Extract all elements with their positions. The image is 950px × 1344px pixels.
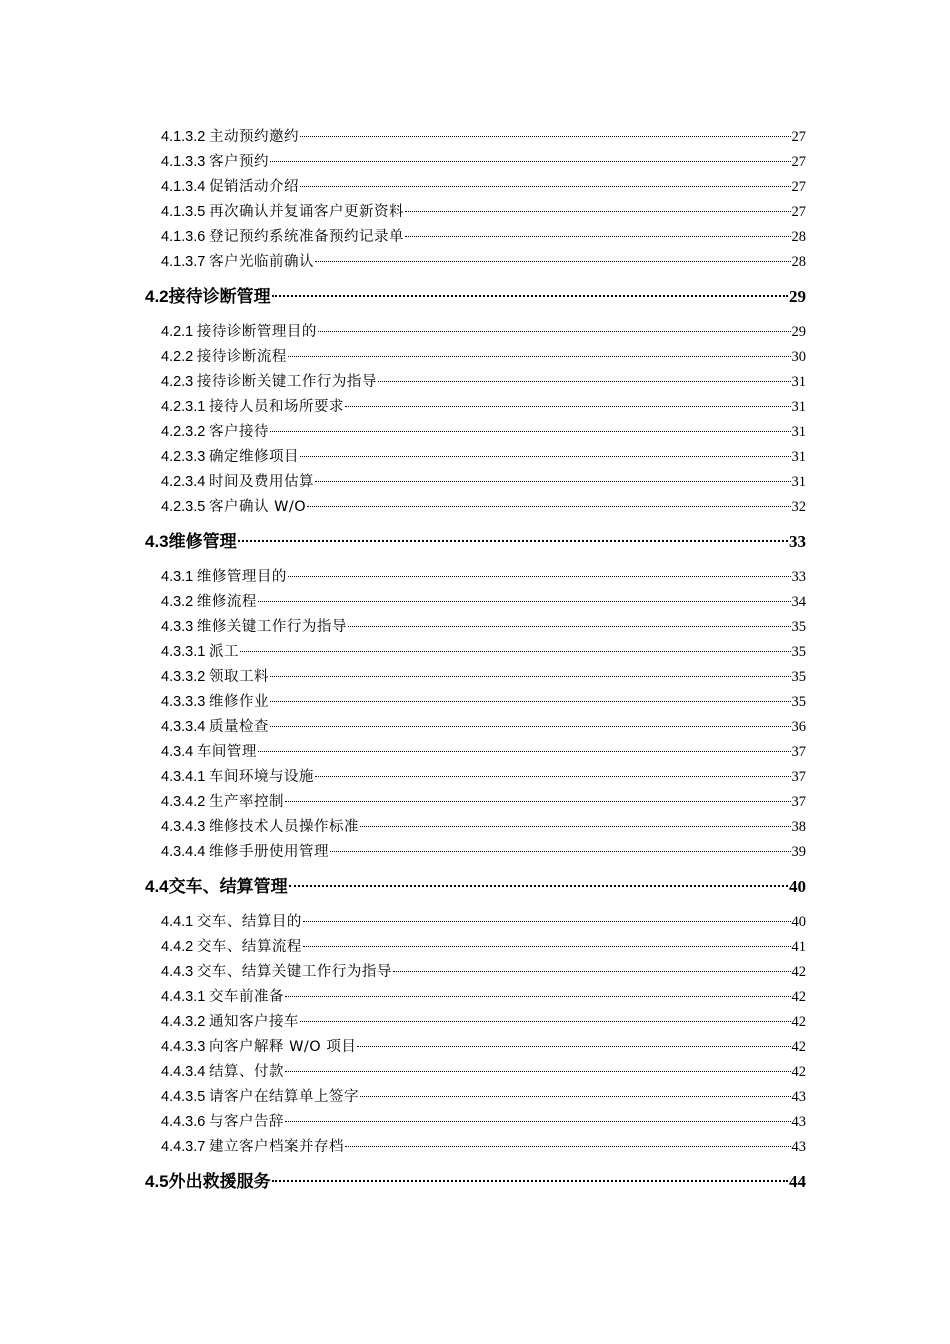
toc-entry-page-number: 31 <box>791 424 806 440</box>
toc-entry-label <box>161 126 299 148</box>
toc-entry-label <box>161 151 269 173</box>
toc-entry-label <box>161 791 284 813</box>
toc-entry-number: 4.5 <box>145 1172 169 1191</box>
toc-entry-number: 4.3.4 <box>161 744 194 760</box>
toc-entry-title: 维修管理目的 <box>196 569 287 585</box>
toc-entry-title: 质量检查 <box>208 719 269 735</box>
toc-entry[interactable] <box>161 151 806 173</box>
toc-entry-page-number: 30 <box>791 349 806 365</box>
dot-leader <box>315 481 791 482</box>
toc-entry-number: 4.3.4.1 <box>161 769 206 785</box>
toc-entry[interactable] <box>161 346 806 368</box>
toc-entry[interactable] <box>161 591 806 613</box>
toc-entry-title: 再次确认并复诵客户更新资料 <box>208 204 404 220</box>
toc-entry[interactable] <box>161 496 806 518</box>
toc-entry-page-number: 37 <box>791 769 806 785</box>
toc-entry-page-number: 33 <box>789 532 806 551</box>
dot-leader <box>285 1071 791 1072</box>
toc-entry-label <box>161 766 314 788</box>
toc-entry-label <box>161 371 377 393</box>
toc-entry-title: 接待诊断管理 <box>168 287 271 307</box>
toc-entry-title: 派工 <box>208 644 239 660</box>
toc-entry-number: 4.1.3.5 <box>161 204 206 220</box>
toc-entry-title: 客户光临前确认 <box>208 254 314 270</box>
toc-entry-label <box>161 1011 299 1033</box>
toc-entry-number: 4.2 <box>145 287 169 306</box>
toc-entry[interactable] <box>161 616 806 638</box>
toc-entry-label <box>145 874 288 900</box>
toc-entry-page-number: 32 <box>791 499 806 515</box>
dot-leader <box>303 946 791 947</box>
toc-entry-label <box>161 961 392 983</box>
dot-leader <box>240 651 791 652</box>
toc-entry-label <box>161 346 287 368</box>
toc-entry-label <box>145 529 237 555</box>
toc-entry[interactable] <box>161 1086 806 1108</box>
toc-entry-number: 4.1.3.2 <box>161 129 206 145</box>
toc-entry-page-number: 42 <box>791 989 806 1005</box>
toc-entry-page-number: 40 <box>789 877 806 896</box>
toc-entry-label <box>161 496 306 518</box>
toc-entry-page-number: 42 <box>791 964 806 980</box>
toc-entry-title: 促销活动介绍 <box>208 179 299 195</box>
toc-entry-number: 4.3.4.3 <box>161 819 206 835</box>
toc-entry-title: 客户确认 W/O <box>208 499 307 515</box>
dot-leader <box>288 576 791 577</box>
dot-leader <box>300 136 791 137</box>
dot-leader <box>315 261 791 262</box>
toc-entry-label <box>161 566 287 588</box>
toc-entry[interactable] <box>161 1136 806 1158</box>
toc-entry[interactable] <box>161 841 806 863</box>
dot-leader <box>307 506 790 507</box>
toc-entry-number: 4.4.2 <box>161 939 194 955</box>
toc-entry-page-number: 36 <box>791 719 806 735</box>
toc-entry[interactable] <box>161 1036 806 1058</box>
toc-entry-title: 领取工料 <box>208 669 269 685</box>
toc-entry-label <box>161 1111 284 1133</box>
dot-leader <box>330 851 791 852</box>
dot-leader <box>300 456 791 457</box>
toc-entry-label <box>161 911 302 933</box>
toc-entry-number: 4.3.3.2 <box>161 669 206 685</box>
toc-entry[interactable] <box>161 471 806 493</box>
toc-entry-label <box>145 284 271 310</box>
toc-entry-page-number: 44 <box>789 1172 806 1191</box>
toc-entry-page-number: 35 <box>791 619 806 635</box>
toc-entry-label <box>161 666 269 688</box>
toc-entry-page-number: 27 <box>791 204 806 220</box>
toc-entry-title: 维修技术人员操作标准 <box>208 819 359 835</box>
toc-entry-page-number: 43 <box>791 1114 806 1130</box>
toc-entry-title: 登记预约系统准备预约记录单 <box>208 229 404 245</box>
toc-entry-title: 车间环境与设施 <box>208 769 314 785</box>
dot-leader <box>272 295 788 297</box>
toc-entry-page-number: 31 <box>791 374 806 390</box>
toc-entry-number: 4.3.4.2 <box>161 794 206 810</box>
toc-entry-number: 4.3.1 <box>161 569 194 585</box>
toc-entry-label <box>161 321 317 343</box>
toc-entry[interactable] <box>161 126 806 148</box>
toc-entry-page-number: 42 <box>791 1039 806 1055</box>
toc-entry-number: 4.2.2 <box>161 349 194 365</box>
toc-entry-page-number: 29 <box>789 287 806 306</box>
toc-entry-label <box>161 1061 284 1083</box>
dot-leader <box>360 1096 791 1097</box>
toc-entry-label <box>161 421 269 443</box>
toc-entry-label <box>161 471 314 493</box>
toc-entry-label <box>161 616 347 638</box>
toc-entry-label <box>161 841 329 863</box>
toc-entry-label <box>161 226 404 248</box>
toc-entry[interactable] <box>161 641 806 663</box>
toc-entry-title: 与客户告辞 <box>208 1114 284 1130</box>
toc-entry-label <box>161 176 299 198</box>
toc-entry-number: 4.3.4.4 <box>161 844 206 860</box>
toc-entry-label <box>161 936 302 958</box>
toc-entry[interactable] <box>161 1011 806 1033</box>
toc-entry-number: 4.2.3.5 <box>161 499 206 515</box>
toc-entry[interactable] <box>161 321 806 343</box>
dot-leader <box>258 601 791 602</box>
toc-entry-number: 4.4.3.4 <box>161 1064 206 1080</box>
toc-entry-number: 4.2.3.4 <box>161 474 206 490</box>
toc-entry-label <box>161 691 269 713</box>
dot-leader <box>348 626 791 627</box>
toc-entry-title: 交车前准备 <box>208 989 284 1005</box>
toc-section-heading[interactable] <box>145 874 806 900</box>
toc-entry-page-number: 29 <box>791 324 806 340</box>
dot-leader <box>405 236 791 237</box>
toc-entry[interactable] <box>161 176 806 198</box>
toc-entry-title: 接待诊断关键工作行为指导 <box>196 374 377 390</box>
toc-entry-page-number: 35 <box>791 669 806 685</box>
toc-entry-title: 客户预约 <box>208 154 269 170</box>
toc-entry-title: 接待诊断流程 <box>196 349 287 365</box>
toc-entry-number: 4.4.1 <box>161 914 194 930</box>
dot-leader <box>318 331 791 332</box>
dot-leader <box>270 726 791 727</box>
toc-entry-page-number: 37 <box>791 744 806 760</box>
toc-entry-page-number: 41 <box>791 939 806 955</box>
toc-entry-label <box>161 1036 356 1058</box>
toc-entry[interactable] <box>161 396 806 418</box>
toc-entry-number: 4.3.3.4 <box>161 719 206 735</box>
toc-entry-label <box>145 1169 271 1195</box>
toc-entry-page-number: 43 <box>791 1139 806 1155</box>
toc-entry-page-number: 37 <box>791 794 806 810</box>
toc-entry-label <box>161 1136 344 1158</box>
toc-entry-number: 4.4.3.2 <box>161 1014 206 1030</box>
toc-entry[interactable] <box>161 741 806 763</box>
toc-entry-title: 生产率控制 <box>208 794 284 810</box>
toc-entry-title: 接待诊断管理目的 <box>196 324 317 340</box>
toc-entry-label <box>161 716 269 738</box>
toc-entry-number: 4.1.3.3 <box>161 154 206 170</box>
toc-entry-page-number: 27 <box>791 154 806 170</box>
toc-entry-page-number: 34 <box>791 594 806 610</box>
dot-leader <box>300 1021 791 1022</box>
toc-entry[interactable] <box>161 446 806 468</box>
toc-entry-label <box>161 816 359 838</box>
toc-entry-title: 维修手册使用管理 <box>208 844 329 860</box>
toc-entry-title: 交车、结算关键工作行为指导 <box>196 964 392 980</box>
toc-entry-number: 4.1.3.7 <box>161 254 206 270</box>
dot-leader <box>270 161 791 162</box>
toc-entry[interactable] <box>161 816 806 838</box>
dot-leader <box>289 885 788 887</box>
toc-section-heading[interactable] <box>145 529 806 555</box>
toc-entry-page-number: 39 <box>791 844 806 860</box>
toc-entry-number: 4.4.3 <box>161 964 194 980</box>
dot-leader <box>238 540 788 542</box>
toc-entry-number: 4.2.3.3 <box>161 449 206 465</box>
toc-entry[interactable] <box>161 251 806 273</box>
toc-entry-page-number: 33 <box>791 569 806 585</box>
dot-leader <box>360 826 791 827</box>
toc-entry-title: 确定维修项目 <box>208 449 299 465</box>
toc-entry-label <box>161 446 299 468</box>
toc-entry-page-number: 31 <box>791 449 806 465</box>
toc-entry-page-number: 35 <box>791 694 806 710</box>
toc-entry-number: 4.4.3.1 <box>161 989 206 1005</box>
toc-entry-label <box>161 251 314 273</box>
toc-entry-title: 维修管理 <box>168 532 237 552</box>
toc-entry-number: 4.4 <box>145 877 169 896</box>
toc-entry-label <box>161 591 257 613</box>
toc-entry-title: 交车、结算流程 <box>196 939 302 955</box>
toc-entry-number: 4.4.3.5 <box>161 1089 206 1105</box>
toc-entry[interactable] <box>161 371 806 393</box>
toc-entry-label <box>161 396 344 418</box>
dot-leader <box>258 751 791 752</box>
dot-leader <box>270 676 791 677</box>
dot-leader <box>285 996 791 997</box>
toc-entry-page-number: 28 <box>791 229 806 245</box>
toc-entry-title: 维修关键工作行为指导 <box>196 619 347 635</box>
toc-entry-title: 请客户在结算单上签字 <box>208 1089 359 1105</box>
dot-leader <box>285 801 791 802</box>
toc-entry[interactable] <box>161 691 806 713</box>
toc-entry[interactable] <box>161 201 806 223</box>
toc-section-heading[interactable] <box>145 284 806 310</box>
toc-entry-number: 4.2.1 <box>161 324 194 340</box>
toc-section-heading[interactable] <box>145 1169 806 1195</box>
toc-entry[interactable] <box>161 986 806 1008</box>
dot-leader <box>315 776 791 777</box>
toc-entry-number: 4.1.3.6 <box>161 229 206 245</box>
dot-leader <box>285 1121 791 1122</box>
toc-entry-title: 交车、结算管理 <box>168 877 288 897</box>
dot-leader <box>272 1180 788 1182</box>
toc-entry-number: 4.4.3.6 <box>161 1114 206 1130</box>
toc-entry-label <box>161 741 257 763</box>
toc-entry-title: 车间管理 <box>196 744 257 760</box>
dot-leader <box>378 381 791 382</box>
dot-leader <box>300 186 791 187</box>
toc-entry-title: 向客户解释 W/O 项目 <box>208 1039 357 1055</box>
toc-entry-number: 4.3 <box>145 532 169 551</box>
dot-leader <box>270 701 791 702</box>
toc-entry-number: 4.2.3.2 <box>161 424 206 440</box>
toc-entry-number: 4.2.3.1 <box>161 399 206 415</box>
dot-leader <box>357 1046 790 1047</box>
toc-entry-page-number: 35 <box>791 644 806 660</box>
toc-entry-number: 4.4.3.3 <box>161 1039 206 1055</box>
toc-entry-label <box>161 201 404 223</box>
toc-entry-title: 客户接待 <box>208 424 269 440</box>
toc-entry-page-number: 31 <box>791 474 806 490</box>
toc-entry[interactable] <box>161 936 806 958</box>
toc-entry[interactable] <box>161 421 806 443</box>
toc-entry-page-number: 40 <box>791 914 806 930</box>
dot-leader <box>270 431 791 432</box>
toc-entry-page-number: 43 <box>791 1089 806 1105</box>
toc-entry-title: 维修作业 <box>208 694 269 710</box>
toc-entry[interactable] <box>161 566 806 588</box>
toc-entry[interactable] <box>161 666 806 688</box>
toc-entry-page-number: 42 <box>791 1064 806 1080</box>
dot-leader <box>345 1146 791 1147</box>
toc-entry-label <box>161 641 239 663</box>
toc-entry-page-number: 27 <box>791 129 806 145</box>
toc-entry-number: 4.3.3 <box>161 619 194 635</box>
toc-entry-page-number: 28 <box>791 254 806 270</box>
toc-entry-title: 维修流程 <box>196 594 257 610</box>
toc-entry-number: 4.1.3.4 <box>161 179 206 195</box>
dot-leader <box>303 921 791 922</box>
toc-entry-page-number: 42 <box>791 1014 806 1030</box>
toc-entry-number: 4.3.3.3 <box>161 694 206 710</box>
toc-entry[interactable] <box>161 226 806 248</box>
toc-entry[interactable] <box>161 716 806 738</box>
toc-entry-title: 外出救援服务 <box>168 1172 271 1192</box>
toc-entry-label <box>161 986 284 1008</box>
toc-entry-title: 主动预约邀约 <box>208 129 299 145</box>
toc-entry-title: 通知客户接车 <box>208 1014 299 1030</box>
toc-entry-page-number: 38 <box>791 819 806 835</box>
toc-entry-number: 4.3.3.1 <box>161 644 206 660</box>
toc-entry-page-number: 31 <box>791 399 806 415</box>
toc-entry[interactable] <box>161 791 806 813</box>
toc-entry-title: 交车、结算目的 <box>196 914 302 930</box>
dot-leader <box>405 211 791 212</box>
dot-leader <box>288 356 791 357</box>
toc-entry-title: 结算、付款 <box>208 1064 284 1080</box>
toc-entry-label <box>161 1086 359 1108</box>
toc-entry[interactable] <box>161 1111 806 1133</box>
toc-entry[interactable] <box>161 911 806 933</box>
dot-leader <box>393 971 791 972</box>
toc-entry-number: 4.4.3.7 <box>161 1139 206 1155</box>
dot-leader <box>345 406 791 407</box>
toc-entry[interactable] <box>161 1061 806 1083</box>
toc-entry-title: 建立客户档案并存档 <box>208 1139 344 1155</box>
toc-entry-number: 4.3.2 <box>161 594 194 610</box>
toc-entry[interactable] <box>161 766 806 788</box>
toc-entry[interactable] <box>161 961 806 983</box>
toc-entry-number: 4.2.3 <box>161 374 194 390</box>
toc-entry-title: 时间及费用估算 <box>208 474 314 490</box>
toc-entry-page-number: 27 <box>791 179 806 195</box>
toc-entry-title: 接待人员和场所要求 <box>208 399 344 415</box>
